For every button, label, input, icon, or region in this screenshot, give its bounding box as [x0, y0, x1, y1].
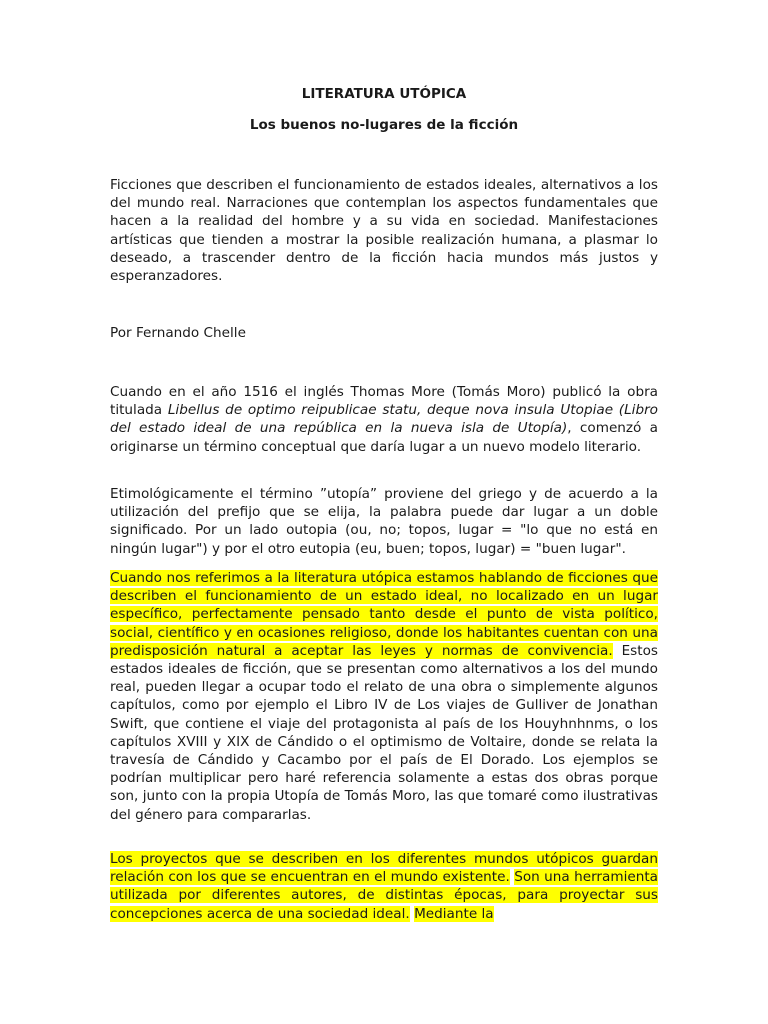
- projects-paragraph: [110, 850, 658, 923]
- highlighted-sentence-3: Mediante la: [414, 905, 494, 922]
- highlighted-sentence-1: Los proyectos que se describen en los diferentes mundos utópicos guardan relación con los que se encuentran en el mundo existente.: [110, 851, 658, 886]
- highlighted-sentence-2: Son una herramienta utilizada por diferentes autores, de distintas épocas, para proyectar sus concepciones acerca de una sociedad ideal.: [110, 869, 658, 922]
- highlighted-definition: Cuando nos referimos a la literatura utópica estamos hablando de ficciones que describen el funcionamiento de un estado ideal, no localizado en un lugar específico, perfectamente pensado tanto desde el punto de vista político, social, científico y en ocasiones religioso, donde los habitantes cuentan con una predisposición natural a aceptar las leyes y normas de convivencia.: [110, 570, 658, 659]
- document-title: LITERATURA UTÓPICA: [301, 86, 467, 102]
- etymology-paragraph: Etimológicamente el término ”utopía” proviene del griego y de acuerdo a la utilización del prefijo que se elija, la palabra puede dar lugar a un doble significado. Por un lado outopia (ou, no; topos, lugar = "lo que no está en ningún lugar") y por el otro eutopia (eu, buen; topos, lugar) = "buen lugar".: [110, 486, 658, 557]
- intro-text-start: Cuando en el año 1516 el inglés Thomas More (Tomás Moro) publicó la obra titulada: [110, 384, 658, 419]
- summary-paragraph: Ficciones que describen el funcionamiento de estados ideales, alternativos a los del mundo real. Narraciones que contemplan los aspectos fundamentales que hacen a la realidad del hombre y a su vida en sociedad. Manifestaciones artísticas que tienden a mostrar la posible realización humana, a plasmar lo deseado, a trascender dentro de la ficción hacia mundos más justos y esperanzadores.: [110, 177, 658, 285]
- document-subtitle: Los buenos no-lugares de la ficción: [249, 117, 519, 133]
- intro-text-end: , comenzó a originarse un término conceptual que daría lugar a un nuevo modelo literario.: [110, 420, 658, 455]
- intro-paragraph: [110, 383, 658, 456]
- book-title-italic: Libellus de optimo reipublicae statu, deque nova insula Utopiae (Libro del estado ideal de una república en la nueva isla de Utopía): [110, 402, 658, 437]
- examples-text: Estos estados ideales de ficción, que se presentan como alternativos a los del mundo real, pueden llegar a ocupar todo el relato de una obra o simplemente algunos capítulos, como por ejemplo el Libro IV de Los viajes de Gulliver de Jonathan Swift, que contiene el viaje del protagonista al país de los Houyhnhnms, o los capítulos XVIII y XIX de Cándido o el optimismo de Voltaire, donde se relata la travesía de Cándido y Cacambo por el país de El Dorado. Los ejemplos se podrían multiplicar pero haré referencia solamente a estas dos obras porque son, junto con la propia Utopía de Tomás Moro, las que tomaré como ilustrativas del género para compararlas.: [110, 642, 658, 823]
- definition-paragraph: [110, 569, 658, 824]
- author-line: Por Fernando Chelle: [110, 325, 246, 341]
